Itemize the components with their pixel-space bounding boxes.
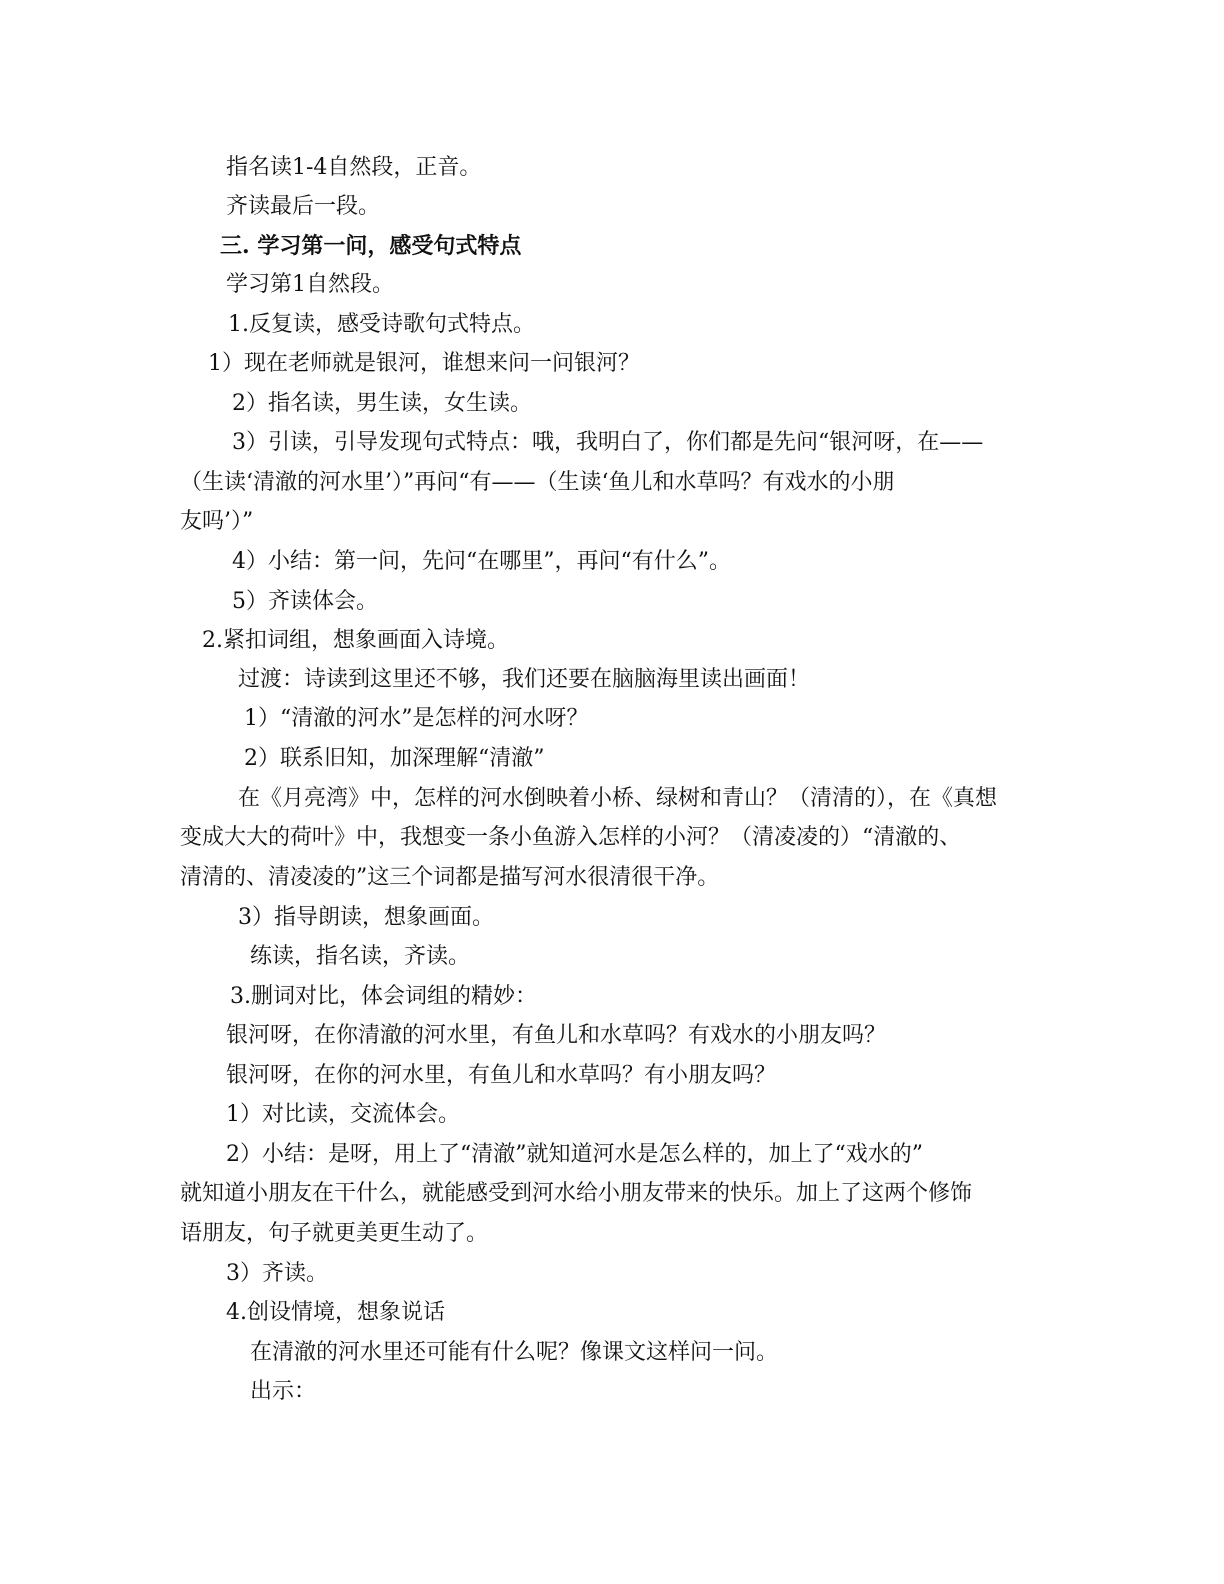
text-line-28: 语朋友，句子就更美更生动了。 (180, 1221, 489, 1246)
text-line-12: 5）齐读体会。 (232, 589, 378, 614)
text-line-13: 2.紧扣词组，想象画面入诗境。 (202, 628, 509, 653)
text-line-22: 3.删词对比，体会词组的精妙： (230, 984, 537, 1009)
text-line-31: 在清澈的河水里还可能有什么呢？像课文这样问一问。 (250, 1340, 779, 1365)
text-line-18: 变成大大的荷叶》中，我想变一条小鱼游入怎样的小河？（清凌凌的）“清澈的、 (180, 825, 962, 850)
text-line-8: 3）引读，引导发现句式特点：哦，我明白了，你们都是先问“银河呀，在—— (232, 430, 984, 455)
text-line-24: 银河呀，在你的河水里，有鱼儿和水草吗？有小朋友吗？ (226, 1063, 777, 1088)
text-line-14: 过渡：诗读到这里还不够，我们还要在脑脑海里读出画面！ (238, 667, 811, 692)
text-line-2: 齐读最后一段。 (226, 194, 381, 219)
text-line-11: 4）小结：第一问，先问“在哪里”，再问“有什么”。 (232, 549, 731, 574)
text-line-7: 2）指名读，男生读，女生读。 (232, 391, 532, 416)
text-line-23: 银河呀，在你清澈的河水里，有鱼儿和水草吗？有戏水的小朋友吗？ (226, 1023, 887, 1048)
text-line-10: 友吗’）” (180, 509, 254, 534)
text-line-9: （生读‘清澈的河水里’）”再问“有——（生读‘鱼儿和水草吗？有戏水的小朋 (180, 470, 895, 495)
text-line-25: 1）对比读，交流体会。 (226, 1102, 460, 1127)
text-line-1: 指名读1-4自然段，正音。 (226, 155, 482, 180)
text-line-5: 1.反复读，感受诗歌句式特点。 (228, 312, 535, 337)
text-line-16: 2）联系旧知，加深理解“清澈” (244, 746, 545, 771)
section-heading: 三. 学习第一问，感受句式特点 (220, 233, 522, 259)
text-line-6: 1）现在老师就是银河，谁想来问一问银河？ (208, 351, 640, 376)
text-line-27: 就知道小朋友在干什么，就能感受到河水给小朋友带来的快乐。加上了这两个修饰 (180, 1181, 973, 1206)
text-line-15: 1）“清澈的河水”是怎样的河水呀？ (244, 706, 589, 731)
text-line-32: 出示： (250, 1379, 317, 1404)
text-line-4: 学习第1自然段。 (226, 272, 394, 297)
text-line-17: 在《月亮湾》中，怎样的河水倒映着小桥、绿树和青山？（清清的），在《真想 (238, 786, 998, 811)
text-line-29: 3）齐读。 (226, 1261, 328, 1286)
text-line-21: 练读，指名读，齐读。 (250, 944, 471, 969)
text-line-26: 2）小结：是呀，用上了“清澈”就知道河水是怎么样的，加上了“戏水的” (226, 1142, 923, 1167)
text-line-19: 清清的、清凌凌的”这三个词都是描写河水很清很干净。 (180, 865, 720, 890)
text-line-20: 3）指导朗读，想象画面。 (238, 905, 494, 930)
text-line-30: 4.创设情境，想象说话 (226, 1300, 445, 1325)
